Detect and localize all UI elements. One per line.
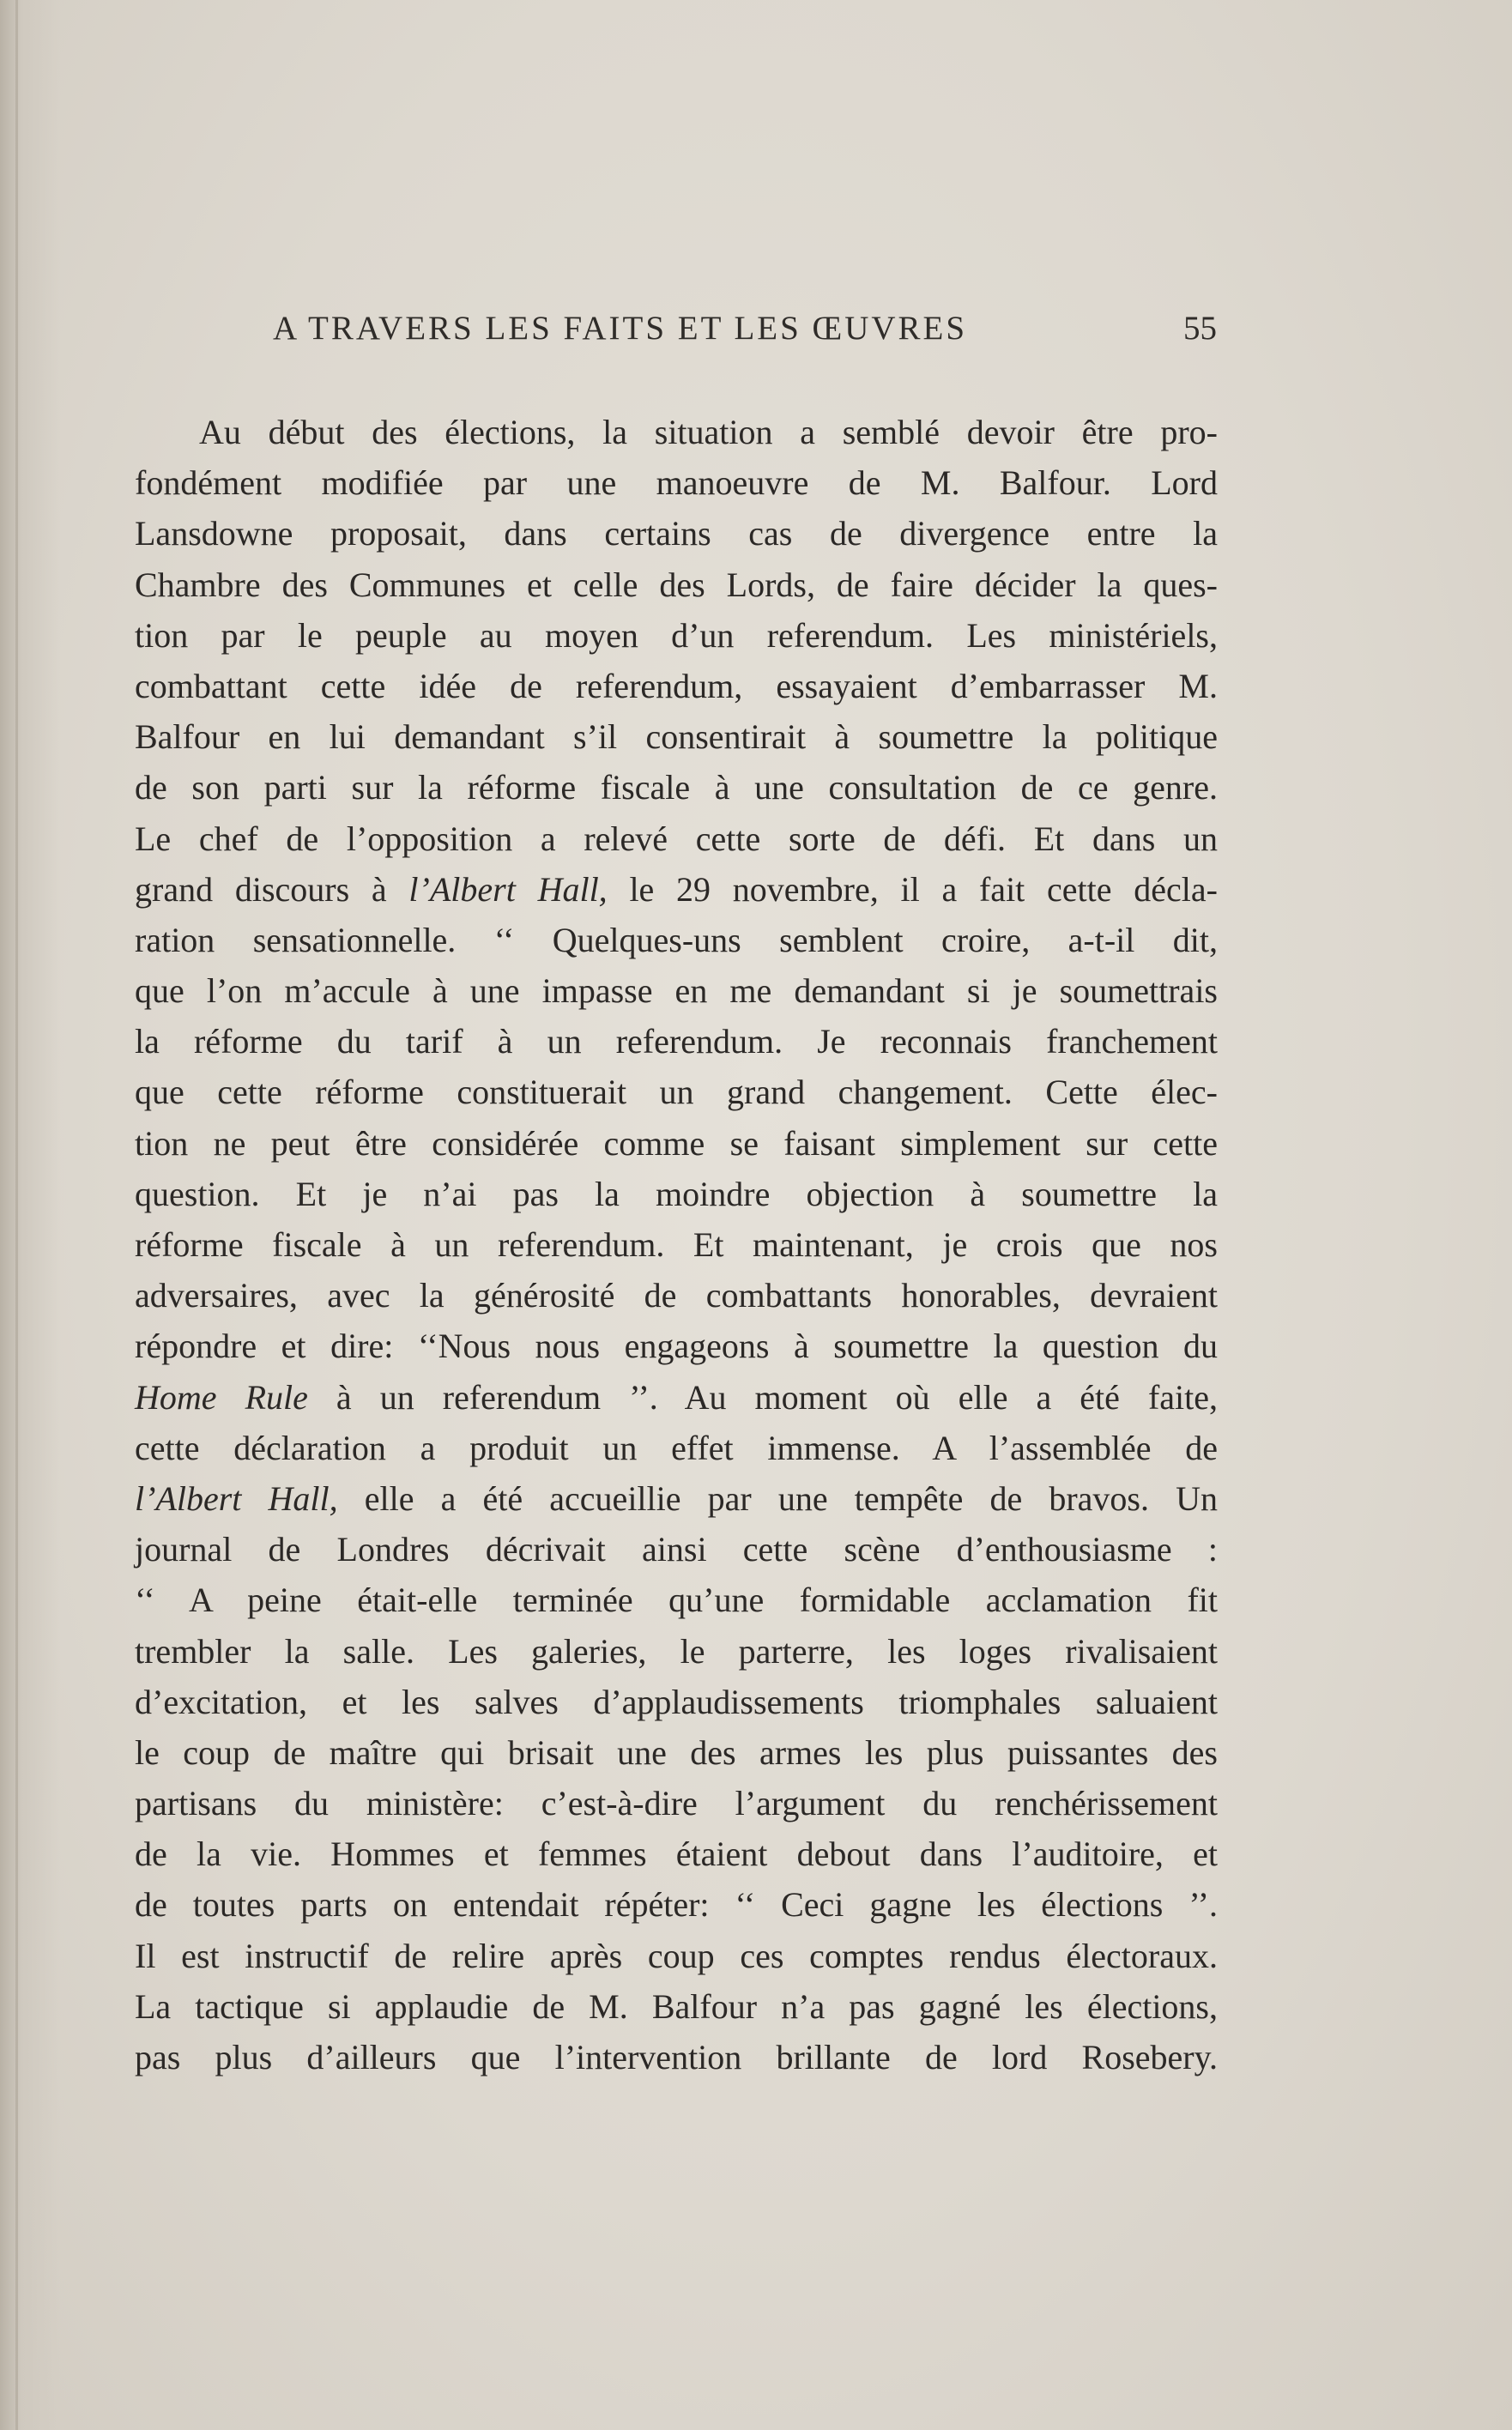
- text-line: combattant cette idée de referendum, essayaient d’embarrasser M.: [135, 666, 1218, 705]
- italic-place-name: l’Albert Hall,: [408, 869, 608, 909]
- text-line: l’Albert Hall, elle a été accueillie par une tempête de bravos. Un: [135, 1478, 1219, 1518]
- italic-place-name: l’Albert Hall,: [135, 1478, 338, 1518]
- text-line: de la vie. Hommes et femmes étaient debout dans l’auditoire, et: [135, 1835, 1218, 1874]
- text-line: Balfour en lui demandant s’il consentirait à soumettre la politique: [135, 717, 1218, 757]
- text-line: répondre et dire: ‘‘Nous nous engageons à soumettre la question du: [135, 1327, 1218, 1366]
- text-line: ‘‘ A peine était-elle terminée qu’une formidable acclamation fit: [135, 1581, 1218, 1620]
- text-line: tion par le peuple au moyen d’un referendum. Les ministériels,: [135, 615, 1218, 655]
- text-line: Home Rule à un referendum ’’. Au moment où elle a été faite,: [135, 1377, 1219, 1417]
- text-line: question. Et je n’ai pas la moindre objection à soumettre la: [135, 1174, 1218, 1213]
- text-line: cette déclaration a produit un effet immense. A l’assemblée de: [135, 1428, 1218, 1467]
- text-line: que l’on m’accule à une impasse en me demandant si je soumettrais: [135, 971, 1218, 1011]
- text-line: d’excitation, et les salves d’applaudissements triomphales saluaient: [135, 1682, 1218, 1721]
- text-line: ration sensationnelle. ‘‘ Quelques-uns semblent croire, a-t-il dit,: [135, 920, 1218, 959]
- text-line: Il est instructif de relire après coup ces comptes rendus électoraux.: [135, 1936, 1218, 1975]
- text-line: trembler la salle. Les galeries, le parterre, les loges rivalisaient: [135, 1631, 1218, 1671]
- text-line: Au début des élections, la situation a semblé devoir être pro-: [199, 413, 1218, 451]
- binding-line: [15, 0, 18, 2430]
- text-line: partisans du ministère: c’est-à-dire l’argument du renchérissement: [135, 1784, 1218, 1823]
- text-line: de toutes parts on entendait répéter: ‘‘ Ceci gagne les élections ’’.: [135, 1885, 1218, 1925]
- text-line: grand discours à l’Albert Hall, le 29 novembre, il a fait cette décla-: [135, 869, 1218, 909]
- text-line: journal de Londres décrivait ainsi cette scène d’enthousiasme :: [135, 1530, 1218, 1569]
- text-line: Le chef de l’opposition a relevé cette sorte de défi. Et dans un: [135, 819, 1218, 858]
- text-line: adversaires, avec la générosité de combattants honorables, devraient: [135, 1276, 1218, 1315]
- page-number: 55: [1183, 310, 1217, 347]
- text-line: pas plus d’ailleurs que l’intervention brillante de lord Rosebery.: [135, 2038, 1218, 2076]
- binding-shadow: [0, 0, 60, 2430]
- running-head: [273, 309, 1217, 352]
- italic-term: Home Rule: [135, 1377, 308, 1417]
- text-line: le coup de maître qui brisait une des armes les plus puissantes des: [135, 1732, 1218, 1772]
- text-line: tion ne peut être considérée comme se faisant simplement sur cette: [135, 1123, 1218, 1163]
- text-line: la réforme du tarif à un referendum. Je reconnais franchement: [135, 1022, 1218, 1061]
- text-line: que cette réforme constituerait un grand changement. Cette élec-: [135, 1073, 1218, 1112]
- text-line: Chambre des Communes et celle des Lords, de faire décider la ques-: [135, 565, 1218, 604]
- body-paragraph: [135, 407, 1218, 2082]
- text-line: de son parti sur la réforme fiscale à une consultation de ce genre.: [135, 768, 1218, 807]
- text-line: fondément modifiée par une manoeuvre de M. Balfour. Lord: [135, 463, 1218, 503]
- text-line: Lansdowne proposait, dans certains cas de divergence entre la: [135, 514, 1218, 553]
- text-line: réforme fiscale à un referendum. Et maintenant, je crois que nos: [135, 1225, 1218, 1264]
- running-title: A TRAVERS LES FAITS ET LES ŒUVRES: [273, 310, 968, 347]
- text-line: La tactique si applaudie de M. Balfour n’a pas gagné les élections,: [135, 1986, 1218, 2026]
